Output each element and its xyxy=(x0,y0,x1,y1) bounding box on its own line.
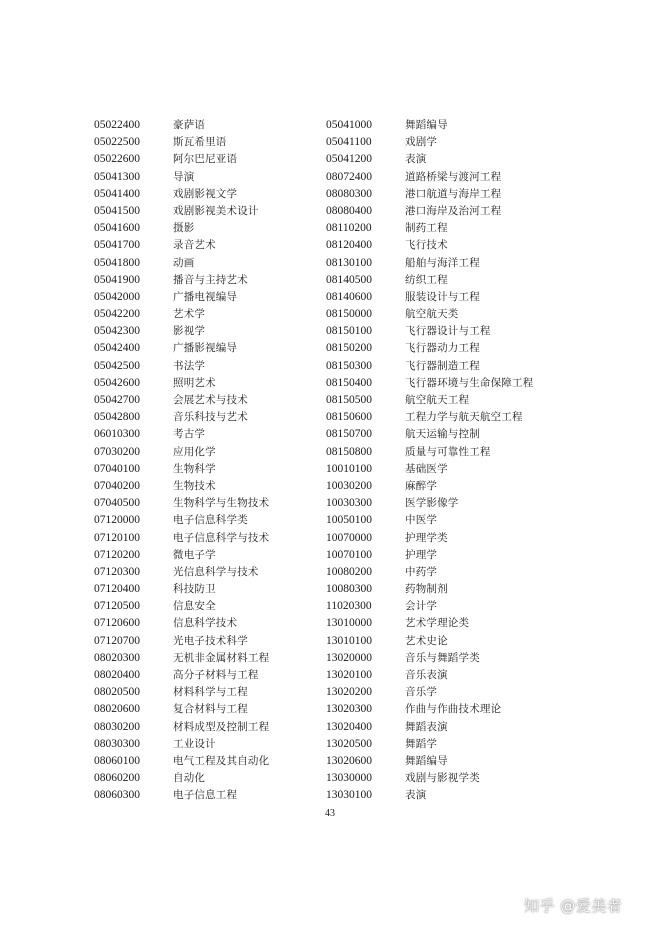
table-row xyxy=(94,340,324,357)
major-code: 13020100 xyxy=(326,669,372,681)
table-row xyxy=(94,169,324,186)
page-number: 43 xyxy=(325,808,335,819)
major-code: 10050100 xyxy=(326,514,372,527)
major-name: 飞行技术 xyxy=(405,239,448,252)
major-code: 08080400 xyxy=(326,204,372,217)
table-row xyxy=(326,409,566,426)
table-row xyxy=(94,409,324,426)
major-name: 生物技术 xyxy=(173,479,216,492)
major-code: 05042800 xyxy=(94,411,140,424)
table-row xyxy=(94,117,324,134)
major-code: 05022600 xyxy=(94,153,140,166)
table-row xyxy=(326,598,566,615)
major-name: 科技防卫 xyxy=(173,583,216,596)
major-name: 航天运输与控制 xyxy=(405,428,480,441)
table-row xyxy=(326,633,566,650)
major-name: 港口航道与海岸工程 xyxy=(405,187,502,200)
major-code: 10070100 xyxy=(326,548,372,561)
major-name: 音乐科技与艺术 xyxy=(173,411,248,424)
major-name: 电子信息科学类 xyxy=(173,514,248,527)
major-code: 08020400 xyxy=(94,669,140,681)
table-row xyxy=(326,151,566,168)
table-row xyxy=(326,581,566,598)
major-code: 13020000 xyxy=(326,651,372,664)
table-row xyxy=(326,512,566,529)
major-name: 播音与主持艺术 xyxy=(173,273,248,286)
major-code: 08150100 xyxy=(326,325,372,338)
table-row xyxy=(326,753,566,770)
major-code: 05042400 xyxy=(94,342,140,355)
zhihu-watermark: 知乎 @爱美者 xyxy=(524,897,623,915)
major-name: 飞行器设计与工程 xyxy=(405,325,491,338)
major-code: 08150700 xyxy=(326,428,372,441)
table-row xyxy=(326,289,566,306)
table-row xyxy=(94,255,324,272)
major-code: 08110200 xyxy=(326,222,372,235)
table-row xyxy=(326,375,566,392)
table-row xyxy=(326,495,566,512)
table-row xyxy=(326,530,566,547)
table-row xyxy=(326,684,566,701)
major-name: 影视学 xyxy=(173,325,206,338)
table-row xyxy=(326,203,566,220)
major-name: 音乐学 xyxy=(405,686,438,699)
major-name: 服装设计与工程 xyxy=(405,290,480,303)
major-name: 生物科学与生物技术 xyxy=(173,497,270,510)
major-code: 07040200 xyxy=(94,479,140,492)
major-name: 戏剧学 xyxy=(405,136,438,149)
major-code: 08120400 xyxy=(326,239,372,252)
table-row xyxy=(326,220,566,237)
table-row xyxy=(94,134,324,151)
major-name: 护理学 xyxy=(405,548,438,561)
major-name: 作曲与作曲技术理论 xyxy=(405,703,502,716)
major-name: 豪萨语 xyxy=(173,119,206,131)
table-row xyxy=(326,770,566,787)
major-code: 13020400 xyxy=(326,720,372,733)
major-code: 05041100 xyxy=(326,136,372,149)
table-row xyxy=(326,547,566,564)
major-name: 广播电视编导 xyxy=(173,290,238,303)
major-name: 航空航天工程 xyxy=(405,394,470,406)
major-name: 工业设计 xyxy=(173,737,216,750)
major-name: 高分子材料与工程 xyxy=(173,669,259,681)
major-code: 05022500 xyxy=(94,136,140,149)
major-name: 斯瓦希里语 xyxy=(173,136,227,149)
major-code: 10010100 xyxy=(326,462,372,475)
major-code: 10030300 xyxy=(326,497,372,510)
table-row xyxy=(94,581,324,598)
major-code: 08150400 xyxy=(326,376,372,389)
major-code: 08140500 xyxy=(326,273,372,286)
major-name: 动画 xyxy=(173,256,195,269)
major-name: 信息安全 xyxy=(173,600,216,613)
table-row xyxy=(94,203,324,220)
major-name: 音乐表演 xyxy=(405,669,448,681)
major-name: 基础医学 xyxy=(405,462,448,475)
major-name: 表演 xyxy=(405,153,427,166)
major-name: 表演 xyxy=(405,789,427,802)
major-code: 13010000 xyxy=(326,617,372,630)
major-code: 07120300 xyxy=(94,565,140,578)
major-code: 05041400 xyxy=(94,187,140,200)
major-code: 07030200 xyxy=(94,445,140,458)
major-code: 08080300 xyxy=(326,187,372,200)
major-code: 07120500 xyxy=(94,600,140,613)
major-name: 自动化 xyxy=(173,772,206,785)
table-row xyxy=(326,340,566,357)
table-row xyxy=(326,323,566,340)
table-row xyxy=(94,151,324,168)
table-row xyxy=(326,478,566,495)
major-name: 舞蹈学 xyxy=(405,737,438,750)
table-row xyxy=(94,426,324,443)
major-name: 材料科学与工程 xyxy=(173,686,248,699)
major-code: 05041900 xyxy=(94,273,140,286)
major-name: 戏剧影视美术设计 xyxy=(173,204,259,217)
major-code: 08150800 xyxy=(326,445,372,458)
major-code: 05042600 xyxy=(94,376,140,389)
major-code: 05041700 xyxy=(94,239,140,252)
table-row xyxy=(326,358,566,375)
major-code: 05041600 xyxy=(94,222,140,235)
major-name: 录音艺术 xyxy=(173,239,216,252)
table-row xyxy=(94,667,324,684)
major-code: 07120700 xyxy=(94,634,140,647)
table-row xyxy=(94,753,324,770)
major-code: 11020300 xyxy=(326,600,372,613)
table-row xyxy=(326,564,566,581)
major-code: 10080300 xyxy=(326,583,372,596)
major-code: 08060100 xyxy=(94,754,140,767)
major-code: 08072400 xyxy=(326,170,372,183)
table-row xyxy=(326,272,566,289)
table-row xyxy=(326,134,566,151)
table-row xyxy=(94,564,324,581)
table-row xyxy=(94,770,324,787)
major-code: 08150000 xyxy=(326,308,372,321)
major-code: 10030200 xyxy=(326,479,372,492)
major-code: 05022400 xyxy=(94,119,140,131)
table-row xyxy=(94,289,324,306)
major-code: 05042500 xyxy=(94,359,140,372)
table-row xyxy=(326,736,566,753)
major-code: 13030100 xyxy=(326,789,372,802)
major-name: 纺织工程 xyxy=(405,273,448,286)
table-row xyxy=(326,461,566,478)
major-code: 08020500 xyxy=(94,686,140,699)
major-code: 08060300 xyxy=(94,789,140,802)
table-row xyxy=(326,117,566,134)
major-name: 复合材料与工程 xyxy=(173,703,248,716)
table-row xyxy=(94,392,324,409)
table-row xyxy=(94,478,324,495)
major-code: 08030300 xyxy=(94,737,140,750)
table-row xyxy=(94,375,324,392)
table-row xyxy=(94,719,324,736)
major-code: 05042000 xyxy=(94,290,140,303)
major-name: 艺术史论 xyxy=(405,634,448,647)
major-code: 05041300 xyxy=(94,170,140,183)
major-name: 光信息科学与技术 xyxy=(173,565,259,578)
major-code: 10070000 xyxy=(326,531,372,544)
table-row xyxy=(94,272,324,289)
major-code: 08150500 xyxy=(326,394,372,406)
major-code: 13010100 xyxy=(326,634,372,647)
major-code: 05041500 xyxy=(94,204,140,217)
major-name: 道路桥梁与渡河工程 xyxy=(405,170,502,183)
table-row xyxy=(94,615,324,632)
table-row xyxy=(326,444,566,461)
major-code: 07120000 xyxy=(94,514,140,527)
table-row xyxy=(94,701,324,718)
table-row xyxy=(326,237,566,254)
table-row xyxy=(94,220,324,237)
major-code: 07120200 xyxy=(94,548,140,561)
table-row xyxy=(326,255,566,272)
major-code: 05041000 xyxy=(326,119,372,131)
major-name: 照明艺术 xyxy=(173,376,216,389)
major-name: 医学影像学 xyxy=(405,497,459,510)
major-name: 港口海岸及治河工程 xyxy=(405,204,502,217)
major-name: 戏剧与影视学类 xyxy=(405,772,480,785)
table-row xyxy=(94,444,324,461)
table-row xyxy=(94,512,324,529)
major-name: 飞行器制造工程 xyxy=(405,359,480,372)
major-name: 电子信息工程 xyxy=(173,789,238,802)
major-name: 制药工程 xyxy=(405,222,448,235)
table-row xyxy=(94,495,324,512)
major-code: 05041200 xyxy=(326,153,372,166)
table-row xyxy=(94,358,324,375)
table-row xyxy=(94,323,324,340)
major-name: 信息科学技术 xyxy=(173,617,238,630)
major-name: 飞行器动力工程 xyxy=(405,342,480,355)
table-row xyxy=(326,306,566,323)
major-code: 08150200 xyxy=(326,342,372,355)
table-row xyxy=(326,615,566,632)
major-code: 05042300 xyxy=(94,325,140,338)
table-row xyxy=(94,650,324,667)
table-row xyxy=(326,426,566,443)
major-name: 广播影视编导 xyxy=(173,342,238,355)
major-name: 舞蹈表演 xyxy=(405,720,448,733)
major-name: 药物制剂 xyxy=(405,583,448,596)
table-row xyxy=(326,392,566,409)
table-row xyxy=(94,684,324,701)
table-row xyxy=(326,186,566,203)
major-name: 材料成型及控制工程 xyxy=(173,720,270,733)
major-name: 书法学 xyxy=(173,359,206,372)
major-name: 工程力学与航天航空工程 xyxy=(405,411,523,424)
major-name: 戏剧影视文学 xyxy=(173,187,238,200)
major-code: 08150300 xyxy=(326,359,372,372)
major-name: 护理学类 xyxy=(405,531,448,544)
table-row xyxy=(326,169,566,186)
major-name: 阿尔巴尼亚语 xyxy=(173,153,238,166)
major-code: 05042200 xyxy=(94,308,140,321)
major-name: 考古学 xyxy=(173,428,206,441)
major-name: 应用化学 xyxy=(173,445,216,458)
major-code: 08020600 xyxy=(94,703,140,716)
table-row xyxy=(94,237,324,254)
major-name: 微电子学 xyxy=(173,548,216,561)
major-name: 质量与可靠性工程 xyxy=(405,445,491,458)
major-name: 中医学 xyxy=(405,514,438,527)
major-code: 08150600 xyxy=(326,411,372,424)
major-name: 飞行器环境与生命保障工程 xyxy=(405,376,534,389)
major-code: 13020200 xyxy=(326,686,372,699)
table-row xyxy=(94,547,324,564)
major-code: 08130100 xyxy=(326,256,372,269)
table-row xyxy=(94,736,324,753)
major-name: 舞蹈编导 xyxy=(405,754,448,767)
table-row xyxy=(326,667,566,684)
major-name: 艺术学 xyxy=(173,308,206,321)
major-name: 摄影 xyxy=(173,222,195,235)
major-name: 电子信息科学与技术 xyxy=(173,531,270,544)
major-code: 07120400 xyxy=(94,583,140,596)
major-name: 无机非金属材料工程 xyxy=(173,651,270,664)
major-code: 07040100 xyxy=(94,462,140,475)
major-code: 05042700 xyxy=(94,394,140,406)
table-row xyxy=(94,461,324,478)
right-column xyxy=(326,117,566,805)
table-row xyxy=(94,306,324,323)
major-code: 08140600 xyxy=(326,290,372,303)
major-name: 音乐与舞蹈学类 xyxy=(405,651,480,664)
major-code: 13030000 xyxy=(326,772,372,785)
major-name: 船舶与海洋工程 xyxy=(405,256,480,269)
major-name: 航空航天类 xyxy=(405,308,459,321)
major-name: 电气工程及其自动化 xyxy=(173,754,270,767)
table-row xyxy=(326,719,566,736)
major-name: 导演 xyxy=(173,170,195,183)
major-code: 13020500 xyxy=(326,737,372,750)
major-name: 艺术学理论类 xyxy=(405,617,470,630)
major-code: 08030200 xyxy=(94,720,140,733)
major-code: 07120100 xyxy=(94,531,140,544)
major-code: 05041800 xyxy=(94,256,140,269)
table-row xyxy=(326,787,566,804)
major-code: 10080200 xyxy=(326,565,372,578)
major-code: 13020300 xyxy=(326,703,372,716)
major-name: 麻醉学 xyxy=(405,479,438,492)
left-column xyxy=(94,117,324,805)
major-name: 生物科学 xyxy=(173,462,216,475)
table-row xyxy=(94,186,324,203)
table-row xyxy=(94,530,324,547)
table-row xyxy=(326,650,566,667)
major-name: 光电子技术科学 xyxy=(173,634,248,647)
major-code: 07040500 xyxy=(94,497,140,510)
major-name: 会展艺术与技术 xyxy=(173,394,248,406)
major-code: 06010300 xyxy=(94,428,140,441)
major-name: 中药学 xyxy=(405,565,438,578)
table-row xyxy=(94,598,324,615)
table-row xyxy=(326,701,566,718)
major-code: 08020300 xyxy=(94,651,140,664)
table-row xyxy=(94,633,324,650)
table-row xyxy=(94,787,324,804)
major-code: 08060200 xyxy=(94,772,140,785)
major-name: 会计学 xyxy=(405,600,438,613)
major-code: 13020600 xyxy=(326,754,372,767)
major-name: 舞蹈编导 xyxy=(405,119,448,131)
major-code: 07120600 xyxy=(94,617,140,630)
